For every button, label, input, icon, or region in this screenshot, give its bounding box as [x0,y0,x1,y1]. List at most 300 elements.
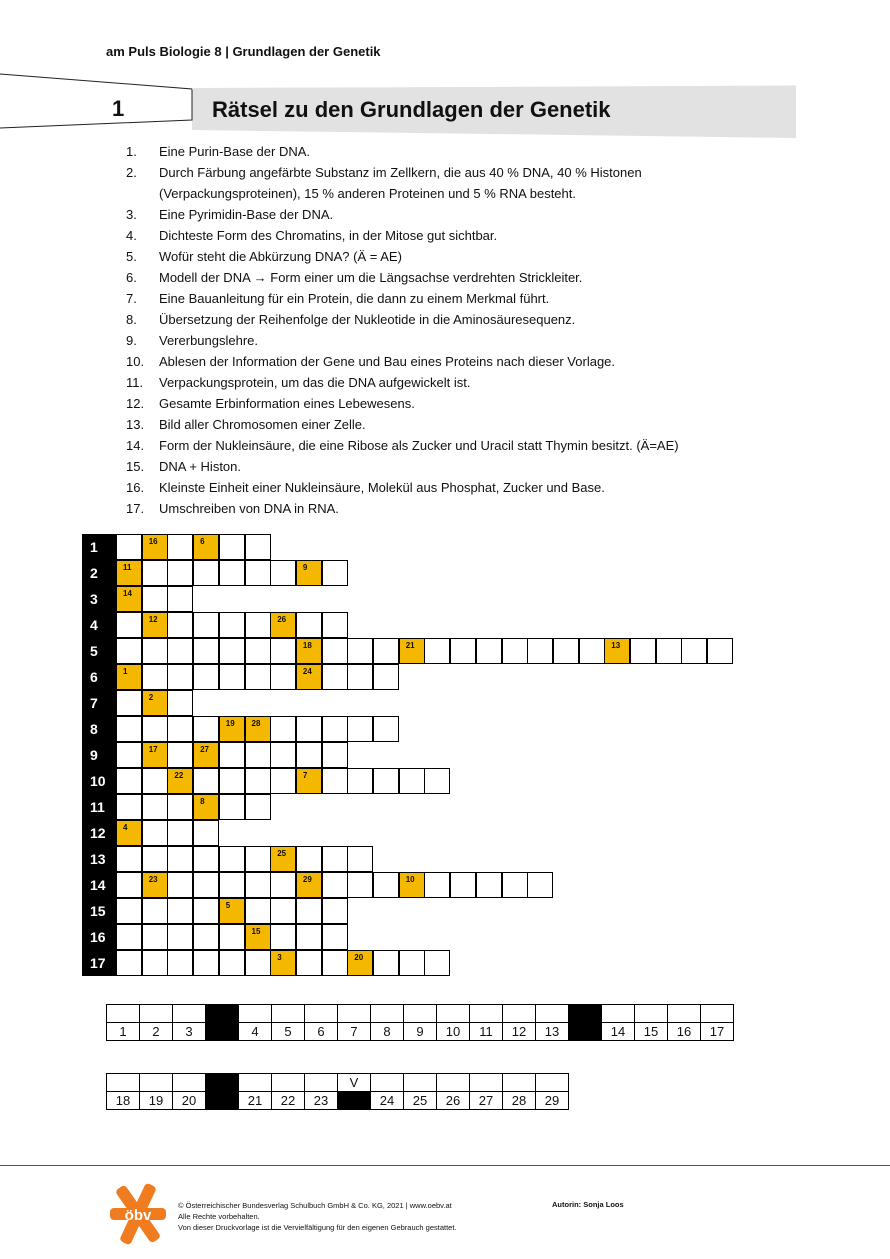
grid-cell[interactable] [245,768,271,794]
grid-cell[interactable] [219,612,245,638]
solution-number: 16 [668,1023,701,1041]
clue-number: 10. [126,354,145,369]
footer-divider [0,1165,890,1166]
solution-letter-box[interactable] [437,1005,470,1023]
grid-cell[interactable] [219,534,245,560]
grid-cell[interactable] [142,534,168,560]
solution-index: 27 [200,745,209,754]
clue-item [126,267,719,288]
grid-cell[interactable] [167,690,193,716]
title-decoration [0,0,890,150]
grid-cell[interactable] [193,560,219,586]
grid-cell[interactable] [142,742,168,768]
solution-number: 12 [503,1023,536,1041]
separator-cell [569,1023,602,1041]
grid-cell[interactable] [322,898,348,924]
solution-letter-box[interactable] [503,1074,536,1092]
separator-cell [206,1023,239,1041]
solution-index: 13 [611,641,621,650]
grid-cell[interactable] [219,560,245,586]
grid-row-label: 13 [82,846,116,872]
grid-cell[interactable] [322,612,348,638]
grid-cell[interactable] [219,768,245,794]
grid-cell[interactable] [219,638,245,664]
grid-cell[interactable] [167,716,193,742]
grid-cell[interactable] [245,742,271,768]
clue-number: 16. [126,480,145,495]
grid-cell[interactable] [322,560,348,586]
solution-number: 3 [173,1023,206,1041]
grid-cell[interactable] [322,846,348,872]
grid-cell[interactable] [167,742,193,768]
solution-letter-box[interactable] [272,1074,305,1092]
grid-cell[interactable] [424,872,450,898]
grid-cell[interactable] [116,638,142,664]
grid-cell[interactable] [167,950,193,976]
clue-item [126,372,719,393]
grid-cell[interactable] [245,924,271,950]
solution-letter-box[interactable] [239,1005,272,1023]
grid-cell[interactable] [296,950,322,976]
grid-cell[interactable] [270,716,296,742]
grid-cell[interactable] [116,664,142,690]
grid-cell[interactable] [399,638,425,664]
grid-cell[interactable] [167,664,193,690]
clue-text: Durch Färbung angefärbte Substanz im Zellkern, die aus 40 % DNA, 40 % Histonen (Verpackungsproteinen), 15 % anderen Proteinen und 5 % RNA besteht. [159,165,642,201]
solution-number: 1 [107,1023,140,1041]
solution-letter-box[interactable] [536,1074,569,1092]
grid-cell[interactable] [116,950,142,976]
grid-cell[interactable] [399,872,425,898]
grid-cell[interactable] [296,768,322,794]
grid-cell[interactable] [270,924,296,950]
solution-index: 22 [174,771,184,780]
grid-cell[interactable] [116,846,142,872]
clue-text: Eine Purin-Base der DNA. [159,144,311,159]
grid-cell[interactable] [424,950,450,976]
solution-letter-box[interactable] [107,1074,140,1092]
solution-index: 8 [200,797,205,806]
grid-cell[interactable] [142,612,168,638]
grid-cell[interactable] [476,872,502,898]
grid-cell[interactable] [193,534,219,560]
grid-cell[interactable] [399,768,425,794]
grid-cell[interactable] [296,742,322,768]
solution-letter-box[interactable] [602,1005,635,1023]
grid-cell[interactable] [142,638,168,664]
clue-text: Gesamte Erbinformation eines Lebewesens. [159,396,415,411]
solution-index: 7 [302,771,308,780]
solution-letter-box[interactable] [536,1005,569,1023]
grid-cell[interactable] [116,872,142,898]
grid-cell[interactable] [527,872,553,898]
grid-cell[interactable] [347,950,373,976]
grid-cell[interactable] [193,924,219,950]
grid-row-label: 6 [82,664,116,690]
grid-cell[interactable] [296,898,322,924]
solution-table-1 [106,1004,734,1041]
grid-cell[interactable] [193,872,219,898]
grid-cell[interactable] [167,820,193,846]
clue-text: Eine Bauanleitung für ein Protein, die dann zu einem Merkmal führt. [159,291,550,306]
solution-number: 20 [173,1092,206,1110]
solution-letter-box[interactable] [503,1005,536,1023]
grid-cell[interactable] [373,768,399,794]
solution-number: 6 [305,1023,338,1041]
separator-cell [206,1092,239,1110]
grid-cell[interactable] [167,560,193,586]
solution-index: 25 [277,849,287,858]
grid-cell[interactable] [245,716,271,742]
grid-cell[interactable] [167,872,193,898]
grid-cell[interactable] [347,872,373,898]
grid-cell[interactable] [322,950,348,976]
clue-text: Vererbungslehre. [159,333,259,348]
solution-letter-box[interactable] [140,1005,173,1023]
solution-letter-box[interactable] [701,1005,734,1023]
grid-cell[interactable] [193,794,219,820]
grid-cell[interactable] [322,716,348,742]
grid-cell[interactable] [116,742,142,768]
grid-cell[interactable] [579,638,605,664]
grid-cell[interactable] [527,638,553,664]
clue-text: DNA + Histon. [159,459,242,474]
clue-item [126,393,719,414]
grid-cell[interactable] [502,638,528,664]
solution-letter-box[interactable] [305,1005,338,1023]
grid-cell[interactable] [193,846,219,872]
clue-text: Dichteste Form des Chromatins, in der Mitose gut sichtbar. [159,228,498,243]
grid-cell[interactable] [450,638,476,664]
solution-letter-box[interactable] [668,1005,701,1023]
grid-cell[interactable] [142,690,168,716]
solution-index: 12 [148,615,158,624]
grid-cell[interactable] [681,638,707,664]
separator-cell [569,1005,602,1023]
solution-number: 14 [602,1023,635,1041]
grid-cell[interactable] [373,950,399,976]
grid-cell[interactable] [167,768,193,794]
solution-index: 18 [302,641,312,650]
grid-cell[interactable] [167,898,193,924]
clue-item [126,456,719,477]
grid-cell[interactable] [373,872,399,898]
grid-row-label: 15 [82,898,116,924]
solution-number: 18 [107,1092,140,1110]
grid-cell[interactable] [116,716,142,742]
solution-letter-box[interactable] [437,1074,470,1092]
grid-cell[interactable] [167,586,193,612]
grid-row-label: 4 [82,612,116,638]
solution-letter-box[interactable] [107,1005,140,1023]
clue-item [126,162,719,204]
grid-cell[interactable] [322,872,348,898]
solution-index: 3 [277,953,282,962]
grid-row-label: 12 [82,820,116,846]
grid-cell[interactable] [347,768,373,794]
solution-table-2 [106,1073,569,1110]
grid-cell[interactable] [399,950,425,976]
grid-cell[interactable] [270,872,296,898]
solution-index: 21 [405,641,415,650]
solution-letter-box[interactable] [305,1074,338,1092]
solution-letter-box[interactable] [140,1074,173,1092]
solution-number: 4 [239,1023,272,1041]
separator-cell [206,1074,239,1092]
grid-cell[interactable] [347,664,373,690]
grid-cell[interactable] [270,950,296,976]
clue-item [126,246,719,267]
grid-cell[interactable] [245,846,271,872]
grid-cell[interactable] [630,638,656,664]
solution-index: 2 [148,693,154,702]
solution-index: 19 [225,719,235,728]
grid-cell[interactable] [707,638,733,664]
grid-row-label: 8 [82,716,116,742]
grid-cell[interactable] [193,742,219,768]
clue-list [126,141,719,519]
copy-permission-text: Von dieser Druckvorlage ist die Vervielfältigung für den eigenen Gebrauch gestattet. [178,1223,457,1232]
grid-cell[interactable] [270,664,296,690]
grid-cell[interactable] [142,768,168,794]
grid-cell[interactable] [296,846,322,872]
solution-number: 10 [437,1023,470,1041]
solution-index: 28 [251,719,261,728]
grid-cell[interactable] [116,612,142,638]
grid-cell[interactable] [116,820,142,846]
grid-cell[interactable] [193,638,219,664]
grid-cell[interactable] [142,898,168,924]
grid-cell[interactable] [167,612,193,638]
solution-number: 27 [470,1092,503,1110]
grid-cell[interactable] [142,794,168,820]
grid-cell[interactable] [219,742,245,768]
grid-cell[interactable] [219,898,245,924]
grid-cell[interactable] [116,560,142,586]
grid-cell[interactable] [167,534,193,560]
grid-cell[interactable] [245,612,271,638]
clue-text: Wofür steht die Abkürzung DNA? (Ä = AE) [159,249,402,264]
grid-cell[interactable] [656,638,682,664]
grid-cell[interactable] [116,768,142,794]
grid-cell[interactable] [116,924,142,950]
solution-letter-box[interactable] [470,1005,503,1023]
solution-letter-box[interactable] [470,1074,503,1092]
solution-letter-box[interactable] [173,1074,206,1092]
grid-cell[interactable] [116,690,142,716]
grid-cell[interactable] [167,846,193,872]
grid-cell[interactable] [219,872,245,898]
grid-cell[interactable] [193,950,219,976]
clue-item [126,330,719,351]
grid-cell[interactable] [142,924,168,950]
grid-cell[interactable] [245,872,271,898]
grid-cell[interactable] [553,638,579,664]
grid-cell[interactable] [270,898,296,924]
grid-cell[interactable] [322,768,348,794]
grid-cell[interactable] [270,612,296,638]
grid-cell[interactable] [219,846,245,872]
grid-row-label: 16 [82,924,116,950]
grid-cell[interactable] [142,716,168,742]
page-title: Rätsel zu den Grundlagen der Genetik [212,97,611,122]
clue-text: Form der Nukleinsäure, die eine Ribose als Zucker und Uracil statt Thymin besitzt. (Ä=AE) [159,438,679,453]
solution-number: 9 [404,1023,437,1041]
grid-cell[interactable] [245,534,271,560]
clue-number: 15. [126,459,145,474]
grid-cell[interactable] [219,924,245,950]
clue-number: 17. [126,501,145,516]
solution-index: 5 [225,901,231,910]
solution-letter-box[interactable] [371,1074,404,1092]
clue-item [126,414,719,435]
grid-cell[interactable] [219,664,245,690]
grid-row-label: 14 [82,872,116,898]
grid-cell[interactable] [296,716,322,742]
separator-cell [338,1092,371,1110]
grid-cell[interactable] [347,846,373,872]
grid-cell[interactable] [296,664,322,690]
clue-number: 7. [126,291,137,306]
grid-row-label: 10 [82,768,116,794]
grid-cell[interactable] [322,924,348,950]
grid-cell[interactable] [167,638,193,664]
grid-row-label: 3 [82,586,116,612]
grid-cell[interactable] [245,638,271,664]
grid-cell[interactable] [296,638,322,664]
solution-index: 26 [277,615,287,624]
grid-cell[interactable] [116,534,142,560]
copyright-text: © Österreichischer Bundesverlag Schulbuch GmbH & Co. KG, 2021 | www.oebv.at [178,1201,452,1210]
grid-cell[interactable] [219,716,245,742]
grid-cell[interactable] [270,742,296,768]
solution-index: 14 [123,589,132,598]
grid-cell[interactable] [193,664,219,690]
solution-number: 25 [404,1092,437,1110]
solution-letter-box[interactable] [371,1005,404,1023]
grid-cell[interactable] [193,716,219,742]
grid-cell[interactable] [270,638,296,664]
grid-cell[interactable] [373,638,399,664]
solution-letter-box[interactable] [404,1005,437,1023]
grid-cell[interactable] [476,638,502,664]
grid-row-label: 11 [82,794,116,820]
clue-number: 1. [126,144,137,159]
grid-cell[interactable] [424,768,450,794]
grid-cell[interactable] [245,898,271,924]
solution-index: 29 [302,875,312,884]
grid-cell[interactable] [424,638,450,664]
rights-text: Alle Rechte vorbehalten. [178,1212,260,1221]
grid-cell[interactable] [116,794,142,820]
solution-number: 8 [371,1023,404,1041]
grid-cell[interactable] [116,898,142,924]
grid-cell[interactable] [193,820,219,846]
grid-cell[interactable] [142,846,168,872]
clue-item [126,141,719,162]
clue-item [126,288,719,309]
grid-cell[interactable] [270,560,296,586]
clue-item [126,435,719,456]
clue-text: Eine Pyrimidin-Base der DNA. [159,207,334,222]
grid-cell[interactable] [604,638,630,664]
grid-cell[interactable] [347,716,373,742]
grid-cell[interactable] [167,794,193,820]
grid-cell[interactable] [373,716,399,742]
solution-letter-box[interactable] [338,1005,371,1023]
grid-cell[interactable] [245,950,271,976]
grid-cell[interactable] [193,898,219,924]
grid-cell[interactable] [296,872,322,898]
clue-number: 8. [126,312,137,327]
grid-cell[interactable] [502,872,528,898]
solution-letter-box[interactable] [173,1005,206,1023]
solution-index: 16 [148,537,158,546]
grid-cell[interactable] [296,560,322,586]
clue-number: 4. [126,228,137,243]
solution-index: 9 [302,563,308,572]
grid-cell[interactable] [142,820,168,846]
grid-cell[interactable] [296,612,322,638]
grid-cell[interactable] [142,560,168,586]
grid-cell[interactable] [322,638,348,664]
grid-cell[interactable] [450,872,476,898]
grid-cell[interactable] [219,950,245,976]
clue-number: 9. [126,333,137,348]
solution-letter-box[interactable] [635,1005,668,1023]
grid-cell[interactable] [142,950,168,976]
clue-item [126,498,719,519]
section-number: 1 [112,96,125,121]
grid-cell[interactable] [245,664,271,690]
grid-cell[interactable] [322,742,348,768]
solution-number: 28 [503,1092,536,1110]
solution-number: 17 [701,1023,734,1041]
grid-row-label: 7 [82,690,116,716]
grid-row-label: 5 [82,638,116,664]
grid-cell[interactable] [296,924,322,950]
grid-cell[interactable] [347,638,373,664]
solution-number: 26 [437,1092,470,1110]
grid-cell[interactable] [142,664,168,690]
grid-cell[interactable] [322,664,348,690]
grid-cell[interactable] [116,586,142,612]
solution-letter-box[interactable] [239,1074,272,1092]
solution-letter-box[interactable] [404,1074,437,1092]
author-text: Autorin: Sonja Loos [552,1200,624,1209]
clue-number: 13. [126,417,145,432]
grid-cell[interactable] [245,560,271,586]
grid-cell[interactable] [373,664,399,690]
grid-cell[interactable] [219,794,245,820]
clue-item [126,225,719,246]
grid-cell[interactable] [193,612,219,638]
grid-cell[interactable] [270,846,296,872]
grid-cell[interactable] [142,872,168,898]
clue-text: Verpackungsprotein, um das die DNA aufgewickelt ist. [159,375,471,390]
solution-number: 21 [239,1092,272,1110]
solution-number: 11 [470,1023,503,1041]
solution-index: 6 [200,537,205,546]
solution-letter-box[interactable] [272,1005,305,1023]
page-header: am Puls Biologie 8 | Grundlagen der Genetik [106,44,381,59]
grid-cell[interactable] [270,768,296,794]
grid-cell[interactable] [142,586,168,612]
clue-text: Umschreiben von DNA in RNA. [159,501,339,516]
grid-cell[interactable] [193,768,219,794]
grid-cell[interactable] [167,924,193,950]
grid-cell[interactable] [245,794,271,820]
